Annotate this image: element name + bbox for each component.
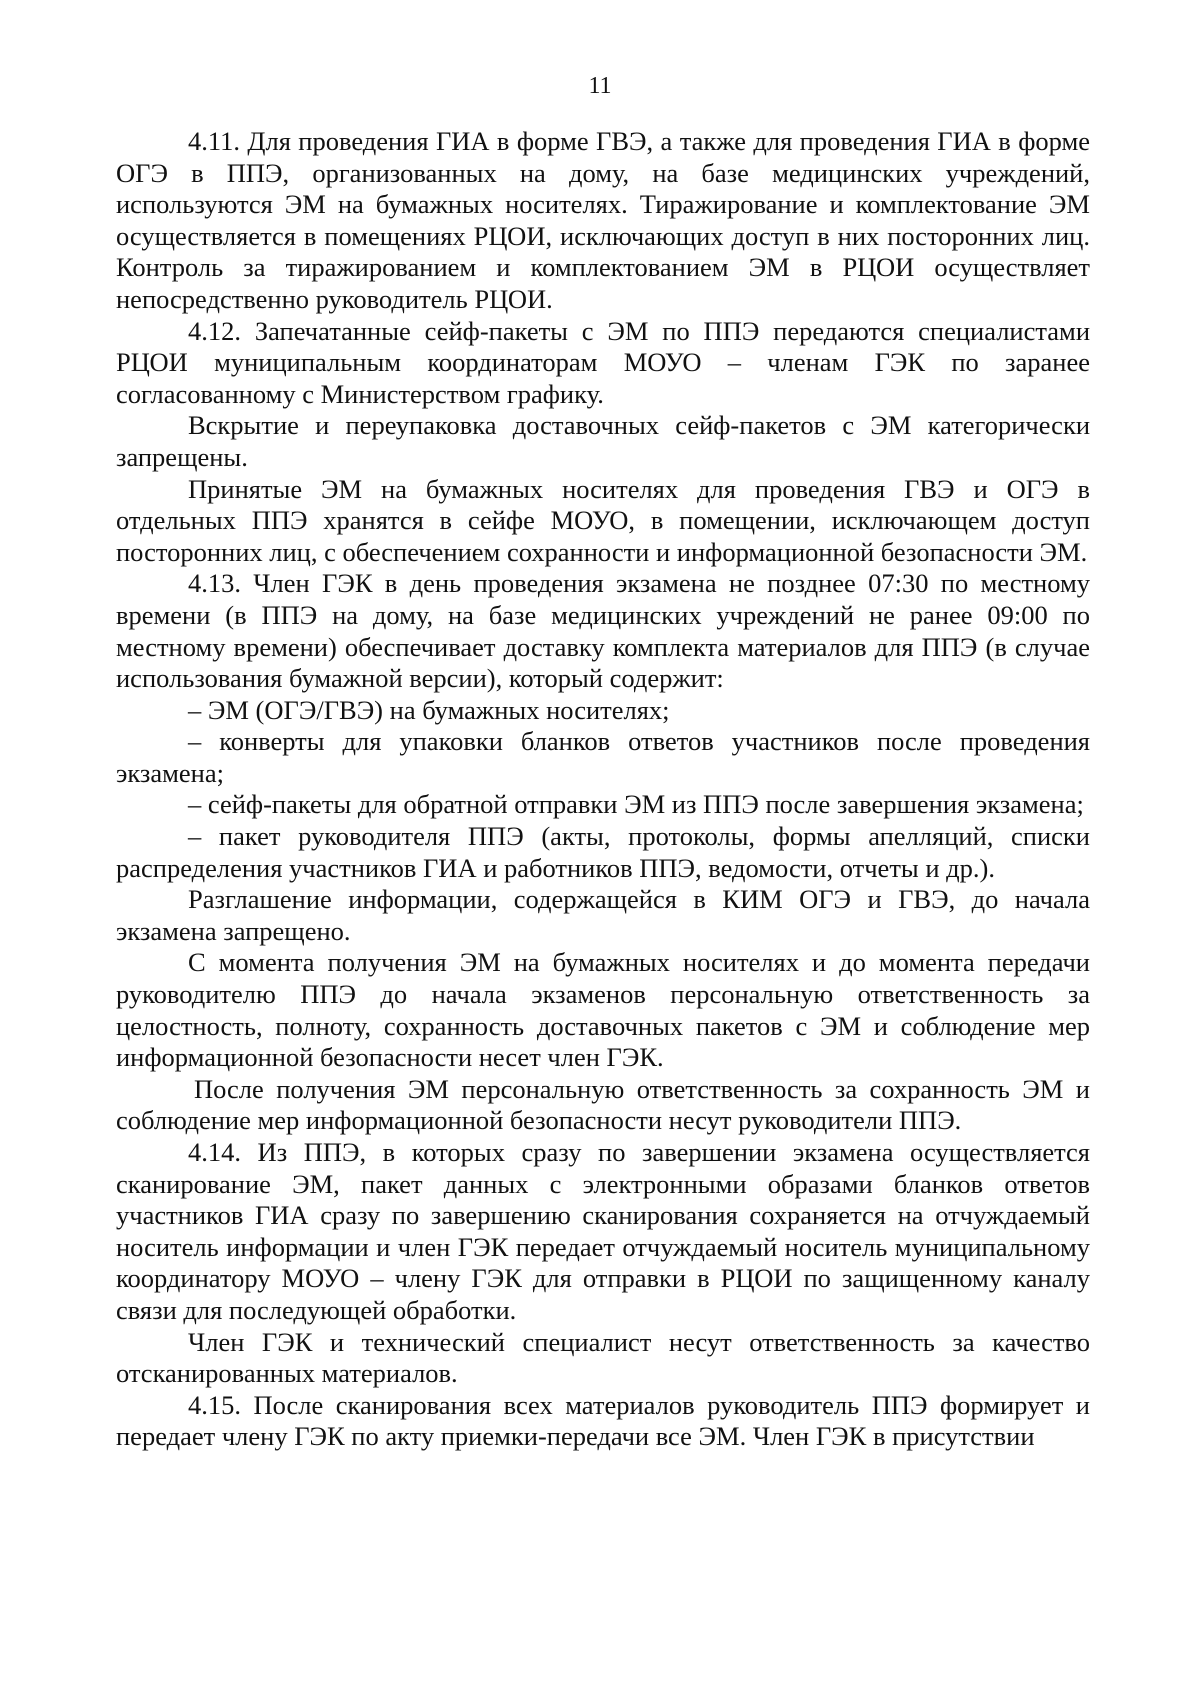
paragraph-opening-prohibited: Вскрытие и переупаковка доставочных сейф-пакетов с ЭМ категорически запрещены. — [116, 410, 1090, 472]
paragraph-disclosure: Разглашение информации, содержащейся в КИМ ОГЭ и ГВЭ, до начала экзамена запрещено. — [116, 884, 1090, 946]
paragraph-responsibility-gek: С момента получения ЭМ на бумажных носителях и до момента передачи руководителю ППЭ до начала экзаменов персональную ответственность за целостность, полноту, сохранность доставочных пакетов с ЭМ и соблюдение мер информационной безопасности несет член ГЭК. — [116, 947, 1090, 1073]
list-item-envelopes: – конверты для упаковки бланков ответов участников после проведения экзамена; — [116, 726, 1090, 788]
list-item-em-paper: – ЭМ (ОГЭ/ГВЭ) на бумажных носителях; — [188, 694, 670, 725]
paragraph-4-11: 4.11. Для проведения ГИА в форме ГВЭ, а также для проведения ГИА в форме ОГЭ в ППЭ, организованных на дому, на базе медицинских учреждений, используются ЭМ на бумажных носителях. Тиражирование и комплектование ЭМ осуществляется в помещениях РЦОИ, исключающих доступ в них посторонних лиц. Контроль за тиражированием и комплектованием ЭМ в РЦОИ осуществляет непосредственно руководитель РЦОИ. — [116, 126, 1090, 314]
paragraph-responsibility-ppe: После получения ЭМ персональную ответственность за сохранность ЭМ и соблюдение мер информационной безопасности несут руководители ППЭ. — [116, 1073, 1090, 1136]
paragraph-storage: Принятые ЭМ на бумажных носителях для проведения ГВЭ и ОГЭ в отдельных ППЭ хранятся в сейфе МОУО, в помещении, исключающем доступ посторонних лиц, с обеспечением сохранности и информационной безопасности ЭМ. — [116, 473, 1090, 567]
document-body — [116, 126, 1090, 1453]
paragraph-4-15: 4.15. После сканирования всех материалов руководитель ППЭ формирует и передает члену ГЭК по акту приемки-передачи все ЭМ. Член ГЭК в присутствии — [116, 1389, 1090, 1452]
paragraph-4-12: 4.12. Запечатанные сейф-пакеты с ЭМ по ППЭ передаются специалистами РЦОИ муниципальным координаторам МОУО – членам ГЭК по заранее согласованному с Министерством графику. — [116, 315, 1090, 409]
paragraph-4-13: 4.13. Член ГЭК в день проведения экзамена не позднее 07:30 по местному времени (в ППЭ на дому, на базе медицинских учреждений не ранее 09:00 по местному времени) обеспечивает доставку комплекта материалов для ППЭ (в случае использования бумажной версии), который содержит: — [116, 568, 1090, 694]
paragraph-4-14: 4.14. Из ППЭ, в которых сразу по завершении экзамена осуществляется сканирование ЭМ, пакет данных с электронными образами бланков ответов участников ГИА сразу по завершению сканирования сохраняется на отчуждаемый носитель информации и член ГЭК передает отчуждаемый носитель муниципальному координатору МОУО – члену ГЭК для отправки в РЦОИ по защищенному каналу связи для последующей обработки. — [116, 1137, 1090, 1325]
page-number: 11 — [588, 73, 612, 99]
list-item-safe-packages: – сейф-пакеты для обратной отправки ЭМ из ППЭ после завершения экзамена; — [188, 789, 1084, 820]
list-item-manager-package: – пакет руководителя ППЭ (акты, протоколы, формы апелляций, списки распределения участников ГИА и работников ППЭ, ведомости, отчеты и др.). — [116, 821, 1090, 883]
paragraph-quality: Член ГЭК и технический специалист несут ответственность за качество отсканированных материалов. — [116, 1326, 1090, 1389]
